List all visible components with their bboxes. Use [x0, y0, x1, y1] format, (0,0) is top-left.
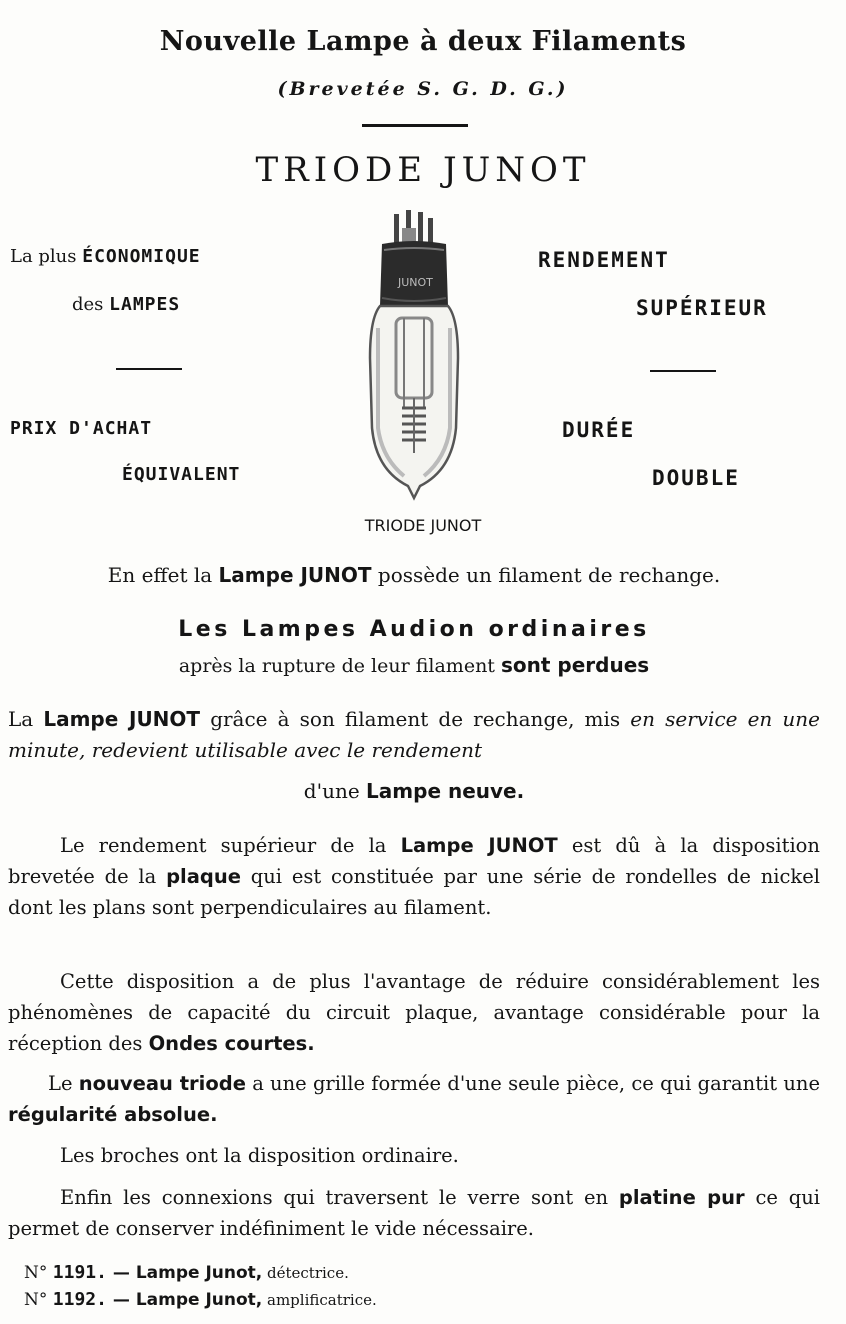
item-number: 1191.	[52, 1262, 107, 1283]
intro-strong-1: Lampe JUNOT	[218, 563, 372, 587]
rendement-text-1: Le rendement supérieur de la	[60, 834, 387, 857]
grille-text-2: a une grille formée d'une seule pièce, ce qui garantit une	[252, 1072, 821, 1095]
item-separator: —	[106, 1263, 136, 1283]
rendement-paragraph	[8, 830, 820, 923]
left-line-2-strong: LAMPES	[109, 294, 181, 315]
right-line-1: RENDEMENT	[538, 248, 670, 272]
triode-tube-image	[364, 208, 464, 504]
intro-text-1: En effet la	[107, 563, 213, 587]
left-line-2-prefix: des	[72, 294, 104, 315]
item-description: amplificatrice.	[262, 1291, 377, 1309]
left-line-1	[10, 246, 201, 267]
bulb-label: JUNOT	[398, 276, 433, 289]
audion-subline	[8, 650, 820, 682]
platine-paragraph	[8, 1182, 820, 1244]
title-divider	[362, 124, 468, 127]
audion-text: après la rupture de leur filament	[178, 655, 495, 677]
left-line-4: ÉQUIVALENT	[122, 464, 241, 485]
audion-heading: Les Lampes Audion ordinaires	[178, 617, 650, 642]
grille-paragraph	[8, 1068, 820, 1130]
item-separator: —	[106, 1290, 136, 1310]
right-line-2: SUPÉRIEUR	[636, 296, 768, 320]
left-line-1-prefix: La plus	[10, 246, 77, 267]
intro-paragraph	[8, 560, 820, 591]
item-description: détectrice.	[262, 1264, 349, 1282]
left-divider	[116, 368, 182, 370]
patent-notice: (Brevetée S. G. D. G.)	[277, 78, 569, 100]
capacite-paragraph	[8, 966, 820, 1059]
image-caption: TRIODE JUNOT	[364, 516, 482, 535]
grille-strong-1: nouveau triode	[78, 1072, 246, 1095]
broches-paragraph: Les broches ont la disposition ordinaire.	[60, 1144, 459, 1167]
platine-strong: platine pur	[618, 1186, 745, 1209]
spare-strong-1: Lampe JUNOT	[43, 707, 201, 731]
left-line-1-strong: ÉCONOMIQUE	[82, 246, 201, 267]
page-title: Nouvelle Lampe à deux Filaments	[159, 26, 687, 57]
rendement-strong-2: plaque	[166, 865, 241, 888]
spare-text-1: La	[8, 707, 34, 731]
rendement-text-2: est dû à la disposition brevetée de la	[8, 834, 820, 888]
item-no-label: N°	[24, 1263, 53, 1283]
list-item	[24, 1262, 377, 1283]
platine-text-1: Enfin les connexions qui traversent le verre sont en	[60, 1186, 609, 1209]
right-divider	[650, 370, 716, 372]
spare-text-3: en service en une minute, redevient utilisable avec le rendement	[8, 707, 821, 762]
item-no-label: N°	[24, 1290, 53, 1310]
right-line-3: DURÉE	[562, 418, 636, 442]
platine-text-2: ce qui permet de conserver indéfiniment le vide nécessaire.	[8, 1186, 820, 1240]
capacite-text: Cette disposition a de plus l'avantage de réduire considérablement les phénomènes de capacité du circuit plaque, avantage considérable pour la réception des	[8, 970, 820, 1055]
spare-strong-2: Lampe neuve.	[366, 779, 525, 803]
left-line-2	[72, 294, 180, 315]
audion-strong: sont perdues	[500, 653, 650, 677]
left-line-3: PRIX D'ACHAT	[10, 418, 153, 439]
item-name: Lampe Junot,	[135, 1290, 263, 1310]
product-list	[24, 1262, 377, 1316]
list-item	[24, 1289, 377, 1310]
item-number: 1192.	[52, 1289, 107, 1310]
spare-filament-ending	[8, 776, 820, 807]
brand-heading: TRIODE JUNOT	[255, 150, 591, 190]
item-name: Lampe Junot,	[135, 1263, 263, 1283]
spare-text-2: grâce à son filament de rechange, mis	[210, 707, 621, 731]
right-line-4: DOUBLE	[652, 466, 740, 490]
rendement-text-3: qui est constituée par une série de rondelles de nickel dont les plans sont perpendiculaires au filament.	[8, 865, 821, 919]
spare-text-4: d'une	[303, 779, 360, 803]
grille-strong-2: régularité absolue.	[8, 1103, 218, 1126]
spare-filament-paragraph	[8, 704, 820, 766]
capacite-strong: Ondes courtes.	[148, 1032, 315, 1055]
intro-text-2: possède un filament de rechange.	[377, 563, 721, 587]
rendement-strong-1: Lampe JUNOT	[400, 834, 558, 857]
grille-text-1: Le	[48, 1072, 73, 1095]
